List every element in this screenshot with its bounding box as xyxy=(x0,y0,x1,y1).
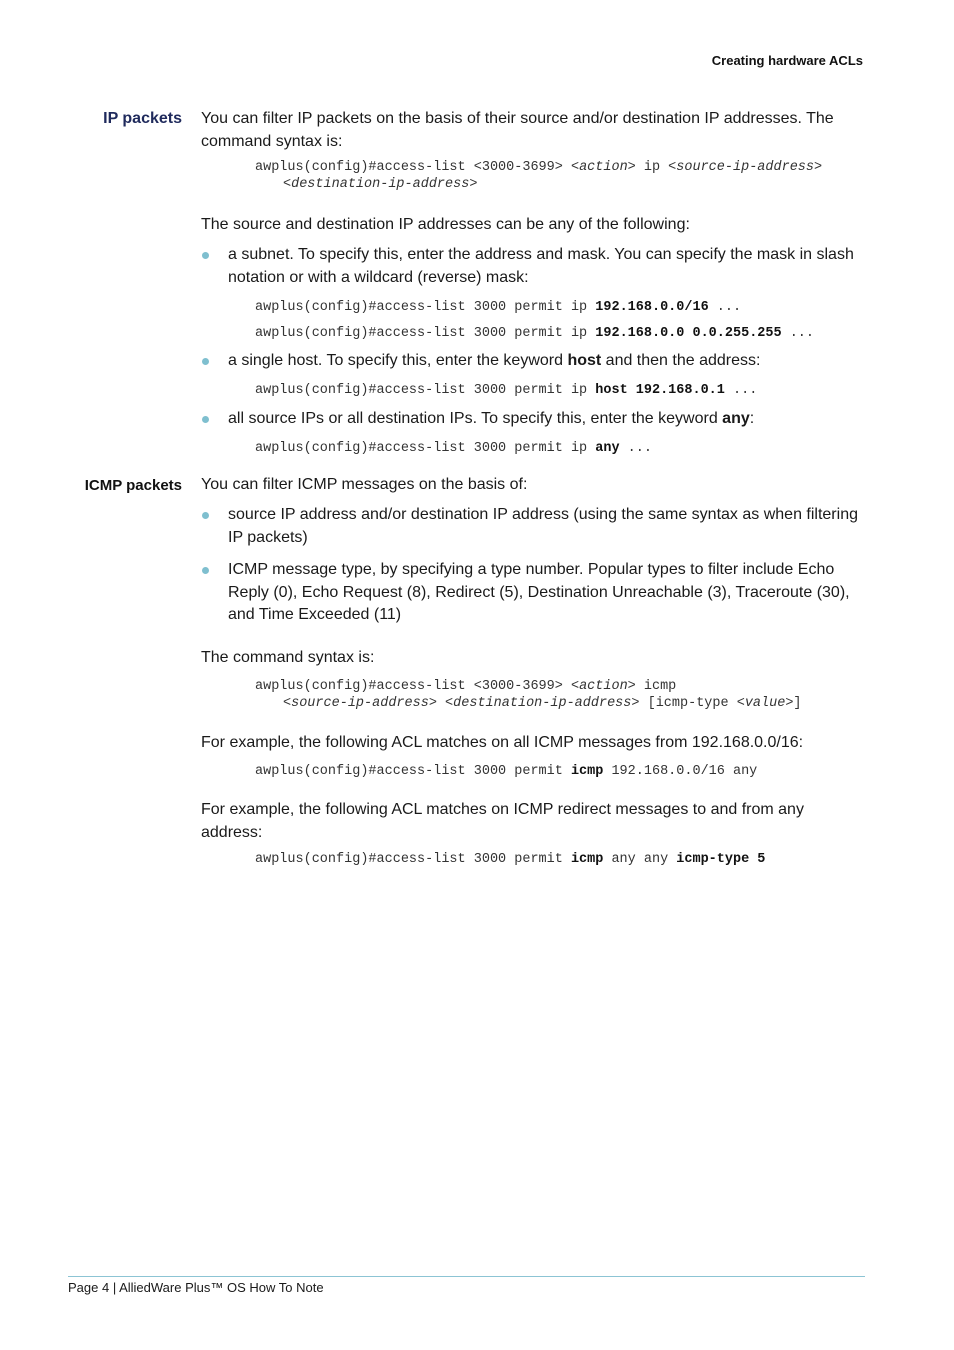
bullet-icmp-type: ICMP message type, by specifying a type number. Popular types to filter include Echo Reply (0), Echo Request (8), Redirect (5), Destination Unreachable (3), Traceroute (30), and Time Exceeded (11) xyxy=(228,561,850,623)
icmp-intro-paragraph: You can filter ICMP messages on the basis of: xyxy=(201,476,528,493)
bullet-icon xyxy=(202,358,209,365)
bullet-icon xyxy=(202,416,209,423)
section-heading-icmp-packets: ICMP packets xyxy=(84,477,182,494)
icmp-example2-code: awplus(config)#access-list 3000 permit icmp any any icmp-type 5 xyxy=(255,852,766,867)
bullet-any: all source IPs or all destination IPs. To specify this, enter the keyword any: xyxy=(228,410,755,427)
bullet-subnet: a subnet. To specify this, enter the address and mask. You can specify the mask in slash notation or with a wildcard (reverse) mask: xyxy=(228,246,854,286)
bullet-single-host: a single host. To specify this, enter the keyword host and then the address: xyxy=(228,352,761,369)
ip-syntax-code: awplus(config)#access-list <3000-3699> <action> ip <source-ip-address> <destination-ip-address> xyxy=(255,160,823,192)
subnet-example-slash: awplus(config)#access-list 3000 permit ip 192.168.0.0/16 ... xyxy=(255,300,742,315)
page-footer: Page 4 | AlliedWare Plus™ OS How To Note xyxy=(68,1280,324,1295)
footer-rule xyxy=(68,1276,865,1277)
icmp-example1-code: awplus(config)#access-list 3000 permit icmp 192.168.0.0/16 any xyxy=(255,764,758,779)
addresses-intro-paragraph: The source and destination IP addresses can be any of the following: xyxy=(201,216,690,233)
icmp-example2-intro: For example, the following ACL matches on ICMP redirect messages to and from any address: xyxy=(201,801,804,841)
subnet-example-wildcard: awplus(config)#access-list 3000 permit ip 192.168.0.0 0.0.255.255 ... xyxy=(255,326,815,341)
bullet-icmp-address: source IP address and/or destination IP address (using the same syntax as when filtering IP packets) xyxy=(228,506,858,546)
bullet-icon xyxy=(202,512,209,519)
bullet-icon xyxy=(202,567,209,574)
page-header-title: Creating hardware ACLs xyxy=(711,53,863,68)
any-example: awplus(config)#access-list 3000 permit ip any ... xyxy=(255,441,652,456)
icmp-syntax-intro: The command syntax is: xyxy=(201,649,375,666)
ip-intro-paragraph: You can filter IP packets on the basis of their source and/or destination IP addresses. The command syntax is: xyxy=(201,110,834,150)
bullet-icon xyxy=(202,252,209,259)
icmp-example1-intro: For example, the following ACL matches on all ICMP messages from 192.168.0.0/16: xyxy=(201,734,804,751)
host-example: awplus(config)#access-list 3000 permit ip host 192.168.0.1 ... xyxy=(255,383,758,398)
section-heading-ip-packets: IP packets xyxy=(103,110,182,127)
icmp-syntax-code: awplus(config)#access-list <3000-3699> <action> icmp <source-ip-address> <destination-ip-address> [icmp-type <value>] xyxy=(255,679,802,711)
